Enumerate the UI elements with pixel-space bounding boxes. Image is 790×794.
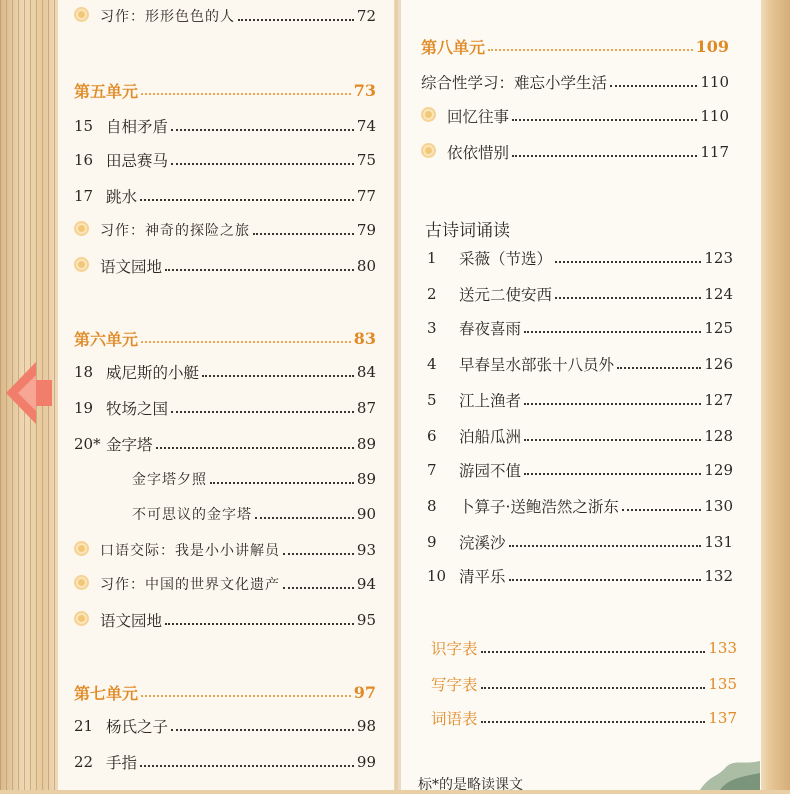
poem-entry[interactable] [427,386,733,414]
toc-entry[interactable] [74,2,376,30]
page-number: 117 [700,143,729,161]
entry-title: 杨氏之子 [106,718,169,736]
poem-entry[interactable] [427,422,733,450]
entry-title: 自相矛盾 [106,118,169,136]
lesson-number: 16 [74,151,94,169]
poem-entry[interactable] [427,244,733,272]
page-number: 131 [704,533,733,551]
lesson-number: 6 [427,427,437,445]
poem-entry[interactable] [427,350,733,378]
lesson-number: 1 [427,249,437,267]
entry-title: 回忆往事 [447,108,510,126]
page-number: 126 [704,355,733,373]
leader-dots [253,233,354,235]
entry-title: 依依惜别 [447,144,510,162]
footnote: 标*的是略读课文 [418,777,523,793]
lesson-number: 9 [427,533,437,551]
entry-title: 金字塔 [106,436,153,454]
entry-title: 早春呈水部张十八员外 [459,356,615,374]
entry-title: 写字表 [431,676,478,694]
page-number: 128 [704,427,733,445]
leader-dots [141,695,351,697]
lesson-number: 21 [74,717,94,735]
page-number: 89 [356,435,376,453]
bookmark-arrow-icon[interactable] [6,362,52,424]
page-number: 132 [704,567,733,585]
toc-entry[interactable] [74,570,376,598]
poem-entry[interactable] [427,314,733,342]
page-number: 75 [356,151,376,169]
entry-title: 习作：神奇的探险之旅 [100,223,250,239]
leader-dots [255,517,354,519]
page-number: 83 [353,328,376,348]
lesson-number: 22 [74,753,94,771]
leader-dots [283,553,354,555]
entry-title: 江上渔者 [459,392,522,410]
entry-title: 第六单元 [74,329,139,349]
page-number: 95 [356,611,376,629]
page-number: 89 [356,470,376,488]
entry-title: 第七单元 [74,683,139,703]
leader-dots [524,331,701,333]
unit-heading[interactable] [74,76,376,104]
flower-bullet-icon [74,541,100,560]
page-number: 97 [353,682,376,702]
poem-entry[interactable] [427,456,733,484]
leader-dots [165,269,354,271]
leader-dots [210,482,354,484]
lesson-number: 8 [427,497,437,515]
entry-title: 综合性学习：难忘小学生活 [421,74,608,92]
lesson-number: 10 [427,567,447,585]
unit-heading[interactable] [74,678,376,706]
toc-entry[interactable] [74,394,376,422]
entry-title: 春夜喜雨 [459,320,522,338]
flower-bullet-icon [421,143,447,162]
page-number: 125 [704,319,733,337]
entry-title: 词语表 [431,710,478,728]
appendix-entry[interactable] [431,634,737,662]
flower-bullet-icon [74,575,100,594]
flower-bullet-icon [74,7,100,26]
sub-entry[interactable] [132,500,376,528]
page-number: 129 [704,461,733,479]
entry-title: 语文园地 [100,258,163,276]
leader-dots [141,341,351,343]
page-number: 80 [356,257,376,275]
page-number: 99 [356,753,376,771]
entry-title: 第五单元 [74,81,139,101]
lesson-number: 18 [74,363,94,381]
page-number: 124 [704,285,733,303]
toc-entry[interactable] [74,536,376,564]
toc-entry[interactable] [421,68,729,96]
leader-dots [555,297,701,299]
leader-dots [171,129,354,131]
lesson-number: 20* [74,435,101,453]
entry-title: 送元二使安西 [459,286,553,304]
unit-heading[interactable] [74,324,376,352]
lesson-number: 2 [427,285,437,303]
leader-dots [524,473,701,475]
leader-dots [524,439,701,441]
page-number: 137 [708,709,737,727]
page-number: 74 [356,117,376,135]
page-number: 109 [695,36,729,56]
poem-entry[interactable] [427,280,733,308]
poem-entry[interactable] [427,492,733,520]
toc-entry[interactable] [74,146,376,174]
lesson-number: 17 [74,187,94,205]
page-number: 98 [356,717,376,735]
lesson-number: 19 [74,399,94,417]
entry-title: 金字塔夕照 [132,472,207,488]
toc-entry[interactable] [74,712,376,740]
page-number: 110 [700,73,729,91]
leader-dots [283,587,354,589]
page-number: 90 [356,505,376,523]
page-number: 73 [353,80,376,100]
toc-entry[interactable] [74,358,376,386]
page-number: 79 [356,221,376,239]
leader-dots [509,579,702,581]
entry-title: 习作：形形色色的人 [100,9,235,25]
toc-entry[interactable] [421,138,729,166]
entry-title: 牧场之国 [106,400,169,418]
entry-title: 手指 [106,754,138,772]
entry-title: 不可思议的金字塔 [132,507,252,523]
lesson-number: 4 [427,355,437,373]
leader-dots [622,509,701,511]
lesson-number: 15 [74,117,94,135]
leader-dots [481,687,706,689]
leader-dots [555,261,701,263]
section-heading: 古诗词诵读 [425,221,510,241]
toc-entry[interactable] [421,102,729,130]
sub-entry[interactable] [132,465,376,493]
entry-title: 习作：中国的世界文化遗产 [100,577,280,593]
leader-dots [509,545,702,547]
unit-heading[interactable] [421,32,729,60]
flower-bullet-icon [74,257,100,276]
appendix-entry[interactable] [431,704,737,732]
entry-title: 清平乐 [459,568,506,586]
toc-entry[interactable] [74,216,376,244]
leader-dots [481,651,706,653]
entry-title: 泊船瓜洲 [459,428,522,446]
leader-dots [202,375,354,377]
page-number: 84 [356,363,376,381]
toc-entry[interactable] [74,182,376,210]
flower-bullet-icon [421,107,447,126]
page-number: 93 [356,541,376,559]
entry-title: 威尼斯的小艇 [106,364,200,382]
leader-dots [617,367,701,369]
lesson-number: 3 [427,319,437,337]
leader-dots [512,119,697,121]
leader-dots [171,729,354,731]
page-number: 133 [708,639,737,657]
toc-left-page [58,0,395,790]
page-number: 123 [704,249,733,267]
entry-title: 语文园地 [100,612,163,630]
toc-right-page [398,0,761,790]
flower-bullet-icon [74,221,100,240]
leader-dots [512,155,697,157]
page-number: 110 [700,107,729,125]
poem-entry[interactable] [427,528,733,556]
leader-dots [156,447,354,449]
lesson-number: 5 [427,391,437,409]
entry-title: 田忌赛马 [106,152,169,170]
page-number: 77 [356,187,376,205]
toc-entry[interactable] [74,748,376,776]
entry-title: 口语交际：我是小小讲解员 [100,543,280,559]
poem-entry[interactable] [427,562,733,590]
leader-dots [140,765,354,767]
page-number: 94 [356,575,376,593]
leader-dots [238,19,354,21]
page-number: 135 [708,675,737,693]
leader-dots [488,49,693,51]
leader-dots [171,163,354,165]
entry-title: 采薇（节选） [459,250,553,268]
leader-dots [165,623,354,625]
landscape-illustration [700,755,760,790]
flower-bullet-icon [74,611,100,630]
page-number: 127 [704,391,733,409]
leader-dots [141,93,351,95]
leader-dots [610,85,697,87]
leader-dots [171,411,354,413]
toc-entry[interactable] [74,112,376,140]
entry-title: 识字表 [431,640,478,658]
leader-dots [481,721,706,723]
toc-entry[interactable] [74,430,376,458]
entry-title: 游园不值 [459,462,522,480]
leader-dots [140,199,354,201]
page-number: 87 [356,399,376,417]
entry-title: 第八单元 [421,37,486,57]
lesson-number: 7 [427,461,437,479]
toc-entry[interactable] [74,606,376,634]
appendix-entry[interactable] [431,670,737,698]
leader-dots [524,403,701,405]
entry-title: 卜算子·送鲍浩然之浙东 [459,498,619,516]
page-number: 130 [704,497,733,515]
page-number: 72 [356,7,376,25]
toc-entry[interactable] [74,252,376,280]
entry-title: 浣溪沙 [459,534,506,552]
page-stack-right [756,0,790,790]
entry-title: 跳水 [106,188,138,206]
